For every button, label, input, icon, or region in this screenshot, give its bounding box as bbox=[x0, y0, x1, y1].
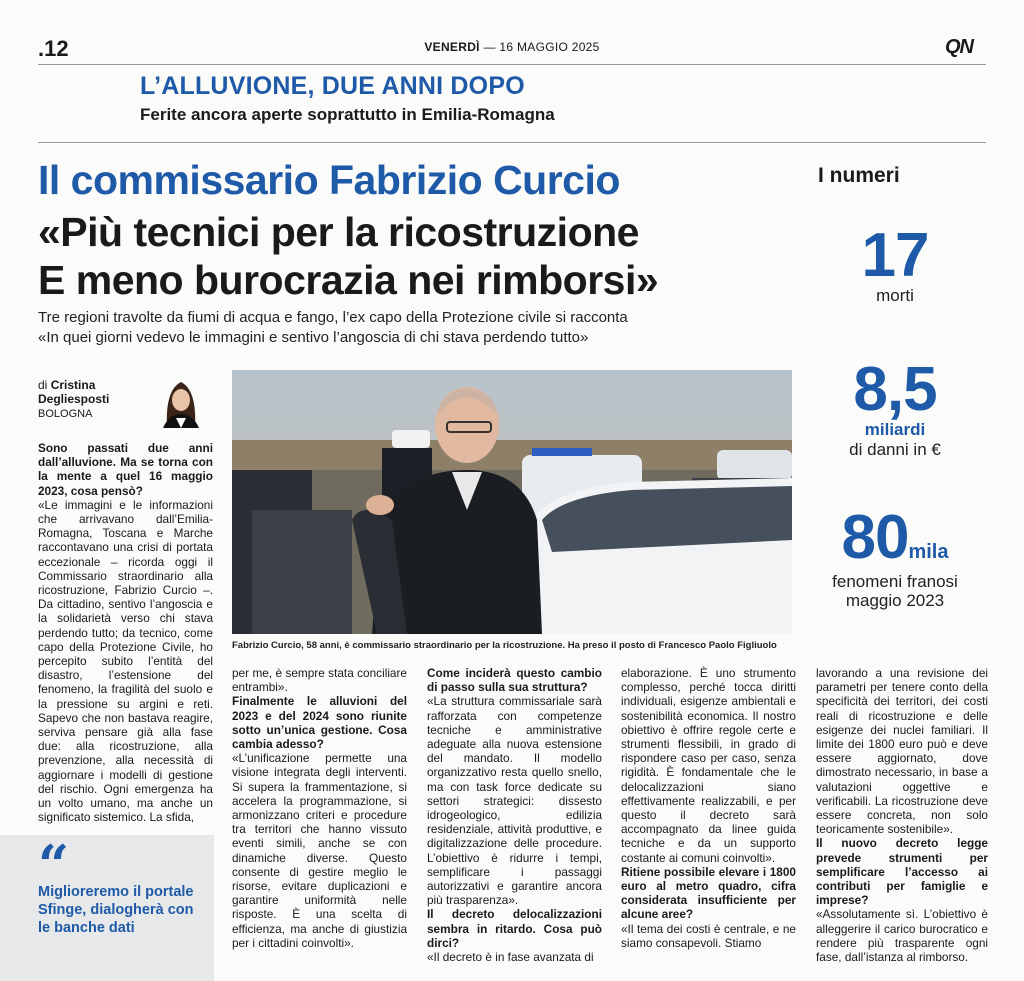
dateline-date: — 16 MAGGIO 2025 bbox=[483, 40, 600, 54]
interview-question: Il nuovo decreto legge prevede strumenti per semplificare l’accesso ai contributi per famiglie e imprese? bbox=[816, 836, 988, 908]
interview-question: Ritiene possibile elevare i 1800 euro al metro quadro, cifra considerata insufficiente per alcune aree? bbox=[621, 864, 796, 922]
quote-mark-icon: “ bbox=[38, 833, 70, 897]
article-column-2 bbox=[232, 666, 407, 950]
section-kicker: L’ALLUVIONE, DUE ANNI DOPO bbox=[140, 72, 525, 100]
interview-question: Il decreto delocalizzazioni sembra in ritardo. Cosa può dirci? bbox=[427, 907, 602, 950]
interview-question: Come inciderà questo cambio di passo sulla sua struttura? bbox=[427, 666, 602, 695]
byline-city: BOLOGNA bbox=[38, 408, 93, 420]
stat-value: 8,5 bbox=[853, 355, 937, 424]
header-rule bbox=[38, 64, 986, 65]
author-last-name: Degliesposti bbox=[38, 392, 110, 406]
headline bbox=[38, 208, 658, 304]
dateline bbox=[0, 40, 1024, 54]
article-column-4 bbox=[621, 666, 796, 950]
interview-answer: «Le immagini e le informazioni che arrivavano dall’Emilia-Romagna, Toscana e Marche raccontavano una crisi di portata eccezionale – ricorda oggi il Commissario straordinario alla ricostruzione, Fabrizio Curcio –. Da cittadino, sentivo l’angoscia e la solidarietà verso chi stava perdendo tutto; da tecnico, come capo della Protezione Civile, ho percepito subito l’entità del disastro, l’estensione del fenomeno, la fragilità del suolo e la pressione su argini e reti. Sapevo che non bastava reagire, serviva pensare già alla fase due: alla ricostruzione, alla prevenzione, alla necessità di aggiornare i modelli di gestione del rischio. Ogni emergenza ha un volto umano, ma anche un significato sistemico. La sfida, bbox=[38, 497, 213, 825]
article-column-3 bbox=[427, 666, 602, 964]
interview-answer: «Il tema dei costi è centrale, e ne siamo consapevoli. Stiamo bbox=[621, 921, 796, 950]
interview-question: Sono passati due anni dall’alluvione. Ma se torna con la mente a quel 16 maggio 2023, cosa pensò? bbox=[38, 441, 213, 498]
newspaper-logo: QN bbox=[945, 36, 973, 58]
byline-prefix: di bbox=[38, 378, 48, 392]
stat-value: 17 bbox=[861, 221, 929, 290]
pull-quote: Miglioreremo il portale Sfinge, dialogherà con le banche dati bbox=[38, 884, 194, 936]
interview-answer: «L’unificazione permette una visione integrata degli interventi. Si supera la frammentazione, si accelera la programmazione, si armonizzano criteri e procedure tra territori che hanno vissuto eventi simili, anche se con dinamiche diverse. Questo consente di gestire meglio le risorse, evitare duplicazioni e garantire uniformità nelle risposte. È una scelta di efficienza, ma anche di giustizia per i cittadini coinvolti». bbox=[232, 751, 407, 950]
stat-deaths bbox=[800, 221, 990, 305]
deck-line-1: Tre regioni travolte da fiumi di acqua e fango, l’ex capo della Protezione civile si racconta bbox=[38, 309, 628, 326]
interview-answer: lavorando a una revisione dei parametri per tenere conto della specificità dei territori, dei costi reali di ricostruzione e delle esigenze dei nuclei familiari. Il limite dei 1800 euro può e deve essere aggiornato, dove dimostrato necessario, in base a valutazioni oggettive e verificabili. La ricostruzione deve essere concreta, non solo teoricamente sostenibile». bbox=[816, 666, 988, 837]
section-rule bbox=[38, 142, 986, 143]
section-subtitle: Ferite ancora aperte soprattutto in Emilia-Romagna bbox=[140, 105, 555, 124]
stat-label: fenomeni franosi maggio 2023 bbox=[832, 572, 958, 610]
page-number: .12 bbox=[38, 36, 69, 61]
numbers-title: I numeri bbox=[818, 164, 900, 187]
article-column-1 bbox=[38, 441, 213, 824]
interview-answer: per me, è sempre stata conciliare entrambi». bbox=[232, 666, 407, 695]
interview-answer: «Assolutamente sì. L’obiettivo è alleggerire il carico burocratico e rendere più trasparente ogni fase, dall’istanza al rimborso. bbox=[816, 907, 988, 965]
author-photo bbox=[155, 370, 207, 428]
article-deck bbox=[38, 308, 628, 348]
photo-caption: Fabrizio Curcio, 58 anni, è commissario straordinario per la ricostruzione. Ha preso il posto di Francesco Paolo Figliuolo bbox=[232, 640, 777, 651]
main-photo bbox=[232, 370, 792, 634]
stat-unit: mila bbox=[908, 541, 949, 563]
dateline-day: VENERDÌ bbox=[424, 40, 480, 54]
interview-answer: «La struttura commissariale sarà rafforzata con competenze tecniche e amministrative adeguate alla nuova estensione del mandato. Il modello organizzativo resta quello snello, ma con task force dedicate su settori strategici: dissesto idrogeologico, edilizia residenziale, attività produttive, e digitalizzazione delle procedure. L’obiettivo è ridurre i tempi, semplificare i passaggi autorizzativi e garantire ancora più trasparenza». bbox=[427, 694, 602, 908]
interview-answer: «Il decreto è in fase avanzata di bbox=[427, 950, 594, 965]
headline-line-1: «Più tecnici per la ricostruzione bbox=[38, 209, 639, 255]
byline bbox=[38, 378, 109, 421]
stat-unit: miliardi bbox=[864, 420, 926, 439]
article-column-5 bbox=[816, 666, 988, 964]
interview-question: Finalmente le alluvioni del 2023 e del 2024 sono riunite sotto un’unica gestione. Cosa cambia adesso? bbox=[232, 694, 407, 752]
headline-line-2: E meno burocrazia nei rimborsi» bbox=[38, 257, 659, 303]
stat-damages bbox=[800, 355, 990, 459]
stat-value: 80 bbox=[841, 503, 909, 572]
deck-line-2: «In quei giorni vedevo le immagini e sentivo l’angoscia di chi stava perdendo tutto» bbox=[38, 329, 589, 346]
stat-label: morti bbox=[876, 286, 914, 305]
interview-answer: elaborazione. È uno strumento complesso, perché tocca diritti individuali, esigenze ambientali e sostenibilità economica. Il nostro obiettivo è offrire regole certe e strumenti flessibili, in grado di rispondere caso per caso, senza rigidità. È fondamentale che le delocalizzazioni siano effettivamente realizzabili, e per questo il decreto sarà accompagnato da linee guida tecniche e da un supporto costante ai comuni coinvolti». bbox=[621, 666, 796, 865]
author-first-name: Cristina bbox=[50, 378, 96, 392]
headline-top: Il commissario Fabrizio Curcio bbox=[38, 157, 620, 203]
stat-label: di danni in € bbox=[849, 440, 941, 459]
stat-landslides bbox=[800, 503, 990, 610]
